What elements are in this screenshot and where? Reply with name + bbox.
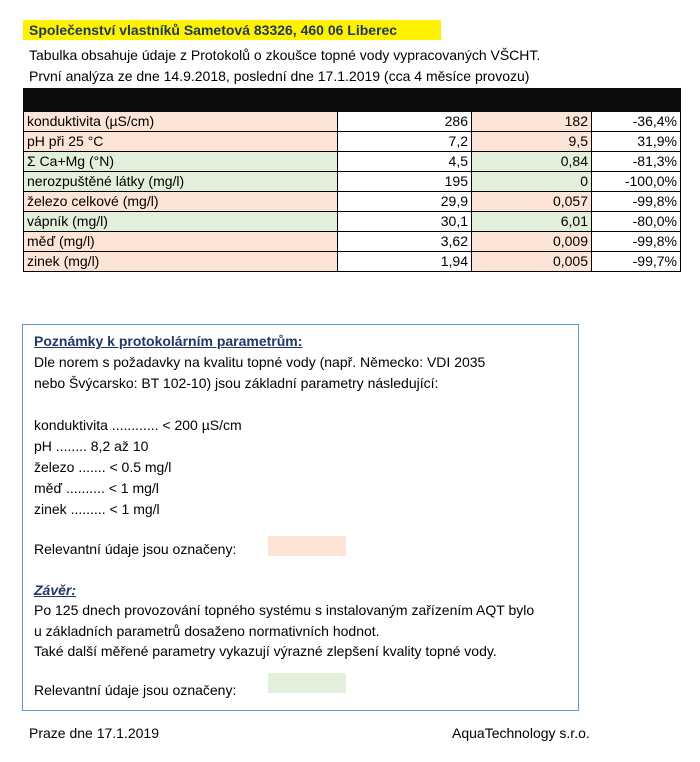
first-value-cell: 195	[338, 172, 472, 192]
last-value-cell: 6,01	[472, 212, 592, 232]
param-limit-iron: železo ....... < 0.5 mg/l	[34, 459, 172, 475]
table-row	[24, 212, 681, 232]
relevant-label-green: Relevantní údaje jsou označeny:	[34, 682, 237, 698]
table-row	[24, 152, 681, 172]
conclusion-line-2: u základních parametrů dosaženo normativních hodnot.	[34, 623, 380, 639]
table-row	[24, 132, 681, 152]
last-value-cell: 0,057	[472, 192, 592, 212]
change-percent-cell: -99,7%	[592, 252, 681, 272]
change-percent-cell: 31,9%	[592, 132, 681, 152]
first-value-cell: 4,5	[338, 152, 472, 172]
water-analysis-table	[23, 88, 681, 272]
subtitle-line-1: Tabulka obsahuje údaje z Protokolů o zkoušce topné vody vypracovaných VŠCHT.	[29, 47, 541, 63]
footer-date: Praze dne 17.1.2019	[29, 725, 159, 741]
param-name-cell: železo celkové (mg/l)	[24, 192, 338, 212]
conclusion-heading: Závěr:	[34, 582, 77, 598]
param-limit-zinc: zinek ......... < 1 mg/l	[34, 501, 160, 517]
legend-swatch-green	[268, 673, 346, 693]
table-row	[24, 252, 681, 272]
param-name-cell: Σ Ca+Mg (°N)	[24, 152, 338, 172]
last-value-cell: 0,009	[472, 232, 592, 252]
param-limit-copper: měď .......... < 1 mg/l	[34, 480, 159, 496]
legend-swatch-pink	[268, 536, 346, 556]
first-value-cell: 1,94	[338, 252, 472, 272]
first-value-cell: 7,2	[338, 132, 472, 152]
param-name-cell: měď (mg/l)	[24, 232, 338, 252]
conclusion-line-1: Po 125 dnech provozování topného systému s instalovaným zařízením AQT bylo	[34, 602, 535, 618]
table-row	[24, 232, 681, 252]
param-name-cell: nerozpuštěné látky (mg/l)	[24, 172, 338, 192]
notes-intro-line-1: Dle norem s požadavky na kvalitu topné vody (např. Německo: VDI 2035	[34, 354, 486, 370]
change-percent-cell: -80,0%	[592, 212, 681, 232]
footer-company: AquaTechnology s.r.o.	[452, 725, 590, 741]
last-value-cell: 0	[472, 172, 592, 192]
notes-heading: Poznámky k protokolárním parametrům:	[34, 333, 303, 349]
table-row	[24, 192, 681, 212]
notes-box	[22, 324, 579, 711]
first-value-cell: 286	[338, 112, 472, 132]
last-value-cell: 0,005	[472, 252, 592, 272]
subtitle-line-2: První analýza ze dne 14.9.2018, poslední dne 17.1.2019 (cca 4 měsíce provozu)	[29, 68, 530, 84]
first-value-cell: 3,62	[338, 232, 472, 252]
last-value-cell: 182	[472, 112, 592, 132]
relevant-label-pink: Relevantní údaje jsou označeny:	[34, 541, 237, 557]
param-limit-conductivity: konduktivita ............ < 200 µS/cm	[34, 417, 242, 433]
change-percent-cell: -36,4%	[592, 112, 681, 132]
param-limit-ph: pH ........ 8,2 až 10	[34, 438, 149, 454]
param-name-cell: vápník (mg/l)	[24, 212, 338, 232]
table-header-row	[24, 89, 681, 112]
param-name-cell: konduktivita (µS/cm)	[24, 112, 338, 132]
change-percent-cell: -99,8%	[592, 232, 681, 252]
first-value-cell: 30,1	[338, 212, 472, 232]
change-percent-cell: -81,3%	[592, 152, 681, 172]
table-row	[24, 112, 681, 132]
last-value-cell: 9,5	[472, 132, 592, 152]
first-value-cell: 29,9	[338, 192, 472, 212]
change-percent-cell: -99,8%	[592, 192, 681, 212]
document-title: Společenství vlastníků Sametová 83326, 460 06 Liberec	[23, 20, 441, 40]
param-name-cell: pH při 25 °C	[24, 132, 338, 152]
change-percent-cell: -100,0%	[592, 172, 681, 192]
conclusion-line-3: Také další měřené parametry vykazují výrazné zlepšení kvality topné vody.	[34, 643, 497, 659]
last-value-cell: 0,84	[472, 152, 592, 172]
param-name-cell: zinek (mg/l)	[24, 252, 338, 272]
table-row	[24, 172, 681, 192]
notes-intro-line-2: nebo Švýcarsko: BT 102-10) jsou základní parametry následující:	[34, 375, 439, 391]
